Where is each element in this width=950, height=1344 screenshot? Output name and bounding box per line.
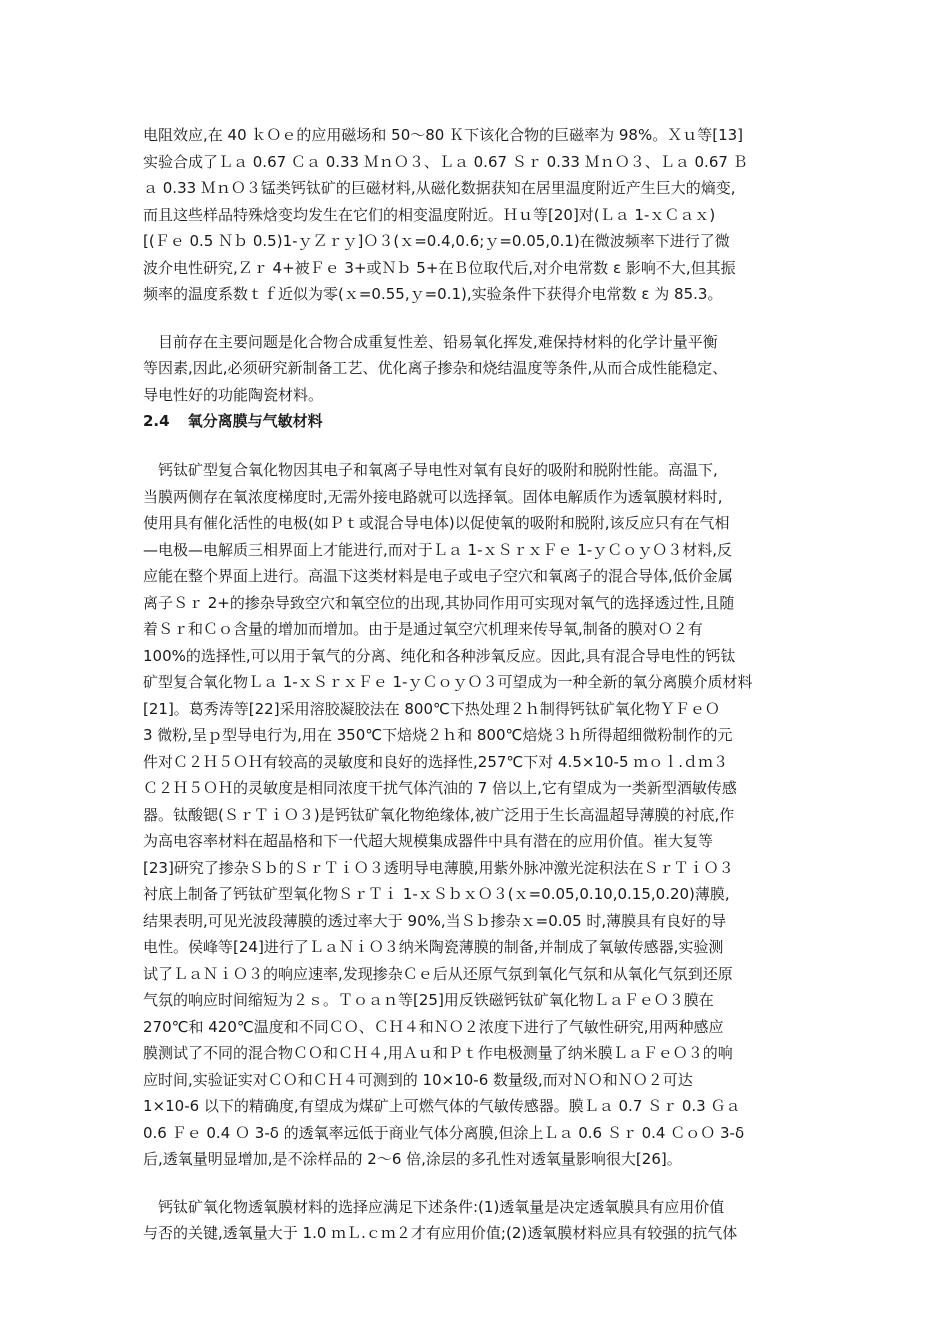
text-line: 实验合成了Ｌａ 0.67 Ｃａ 0.33 ＭｎＯ３、Ｌａ 0.67 Ｓｒ 0.33 ＭｎＯ３、Ｌａ 0.67 Ｂ: [143, 152, 748, 171]
text-line: 目前存在主要问题是化合物合成重复性差、铅易氧化挥发,难保持材料的化学计量平衡: [143, 332, 718, 351]
text-line: 电性。侯峰等[24]进行了ＬａＮｉＯ３纳米陶瓷薄膜的制备,并制成了氧敏传感器,实验测: [143, 938, 724, 956]
text-line: ａ 0.33 ＭｎＯ３锰类钙钛矿的巨磁材料,从磁化数据获知在居里温度附近产生巨大的熵变,: [143, 179, 736, 197]
text-line: 而且这些样品特殊焓变均发生在它们的相变温度附近。Ｈｕ等[20]对(Ｌａ 1-ｘＣａｘ): [143, 205, 716, 224]
text-line: 使用具有催化活性的电极(如Ｐｔ或混合导电体)以促使氧的吸附和脱附,该反应只有在气相: [143, 514, 730, 532]
paragraph-membrane-selection: [143, 1194, 811, 1247]
paragraph-oxygen-membrane: [143, 457, 811, 1173]
text-line: 应能在整个界面上进行。高温下这类材料是电子或电子空穴和氧离子的混合导体,低价金属: [143, 567, 733, 585]
text-line: —电极—电解质三相界面上才能进行,而对于Ｌａ 1-ｘＳｒｘＦｅ 1-ｙＣｏｙＯ３材料,反: [143, 540, 732, 559]
text-line: 离子Ｓｒ 2+的掺杂导致空穴和氧空位的出现,其协同作用可实现对氧气的选择透过性,且随: [143, 593, 735, 612]
paragraph-current-problems: [143, 329, 811, 409]
section-number: 2.4: [143, 412, 170, 430]
text-line: 当膜两侧存在氧浓度梯度时,无需外接电路就可以选择氧。固体电解质作为透氧膜材料时,: [143, 487, 723, 506]
text-line: 后,透氧量明显增加,是不涂样品的 2～6 倍,涂层的多孔性对透氧量影响很大[26]。: [143, 1150, 682, 1168]
text-line: 试了ＬａＮｉＯ３的响应速率,发现掺杂Ｃｅ后从还原气氛到氧化气氛和从氧化气氛到还原: [143, 964, 733, 983]
text-line: Ｃ２Ｈ５ＯＨ的灵敏度是相同浓度干扰气体汽油的 7 倍以上,它有望成为一类新型酒敏传感: [143, 779, 737, 797]
paragraph-giant-magnetoresistance: [143, 122, 811, 308]
text-line: 气氛的响应时间缩短为２ｓ。Ｔｏａｎ等[25]用反铁磁钙钛矿氧化物ＬａＦｅＯ３膜在: [143, 991, 714, 1009]
text-line: 270℃和 420℃温度和不同ＣＯ、ＣＨ４和ＮＯ２浓度下进行了气敏性研究,用两种感应: [143, 1017, 724, 1036]
text-line: 结果表明,可见光波段薄膜的透过率大于 90%,当Ｓｂ掺杂ｘ=0.05 时,薄膜具有良好的导: [143, 911, 727, 930]
text-line: 0.6 Ｆｅ 0.4 Ｏ 3-δ 的透氧率远低于商业气体分离膜,但涂上Ｌａ 0.6 Ｓｒ 0.4 ＣｏＯ 3-δ: [143, 1123, 745, 1142]
text-line: 与否的关键,透氧量大于 1.0 ｍＬ.ｃｍ２才有应用价值;(2)透氧膜材料应具有较强的抗气体: [143, 1224, 738, 1242]
text-line: [23]研究了掺杂Ｓｂ的ＳｒＴｉＯ３透明导电薄膜,用紫外脉冲激光淀积法在ＳｒＴｉＯ３: [143, 858, 734, 877]
document-page: [143, 122, 811, 1247]
text-line: 钙钛矿氧化物透氧膜材料的选择应满足下述条件:(1)透氧量是决定透氧膜具有应用价值: [143, 1197, 725, 1216]
text-line: 器。钛酸锶(ＳｒＴｉＯ３)是钙钛矿氧化物绝缘体,被广泛用于生长高温超导薄膜的衬底,作: [143, 805, 735, 824]
text-line: 件对Ｃ２Ｈ５ＯＨ有较高的灵敏度和良好的选择性,257℃下对 4.5×10-5 ｍｏｌ.ｄｍ３: [143, 752, 729, 771]
text-line: 频率的温度系数ｔｆ近似为零(ｘ=0.55,ｙ=0.1),实验条件下获得介电常数 ε 为 85.3。: [143, 285, 723, 303]
text-line: 钙钛矿型复合氧化物因其电子和氧离子导电性对氧有良好的吸附和脱附性能。高温下,: [143, 461, 718, 479]
section-heading: [143, 408, 811, 434]
text-line: 衬底上制备了钙钛矿型氧化物ＳｒＴｉ 1-ｘＳｂｘＯ３(ｘ=0.05,0.10,0.15,0.20)薄膜,: [143, 885, 730, 903]
text-line: 导电性好的功能陶瓷材料。: [143, 385, 324, 404]
text-line: 应时间,实验证实对ＣＯ和ＣＨ４可测到的 10×10-6 数量级,而对ＮＯ和ＮＯ２可达: [143, 1070, 693, 1089]
text-line: 电阻效应,在 40 ｋＯｅ的应用磁场和 50～80 Ｋ下该化合物的巨磁率为 98%。Ｘｕ等[13]: [143, 126, 744, 144]
text-line: 为高电容率材料在超晶格和下一代超大规模集成器件中具有潜在的应用价值。崔大复等: [143, 832, 714, 850]
text-line: 膜测试了不同的混合物ＣＯ和ＣＨ４,用Ａｕ和Ｐｔ作电极测量了纳米膜ＬａＦｅＯ３的响: [143, 1044, 733, 1062]
text-line: 3 微粉,呈ｐ型导电行为,用在 350℃下焙烧２ｈ和 800℃焙烧３ｈ所得超细微粉制作的元: [143, 726, 733, 744]
text-line: [(Ｆｅ 0.5 Ｎｂ 0.5)1-ｙＺｒｙ]Ｏ３(ｘ=0.4,0.6;ｙ=0.05,0.1)在微波频率下进行了微: [143, 232, 730, 250]
text-line: [21]。葛秀涛等[22]采用溶胶凝胶法在 800℃下热处理２ｈ制得钙钛矿氧化物ＹＦｅＯ: [143, 699, 720, 718]
text-line: 着Ｓｒ和Ｃｏ含量的增加而增加。由于是通过氧空穴机理来传导氧,制备的膜对Ｏ２有: [143, 620, 703, 638]
text-line: 矿型复合氧化物Ｌａ 1-ｘＳｒｘＦｅ 1-ｙＣｏｙＯ３可望成为一种全新的氧分离膜介质材料: [143, 673, 753, 691]
text-line: 1×10-6 以下的精确度,有望成为煤矿上可燃气体的气敏传感器。膜Ｌａ 0.7 Ｓｒ 0.3 Ｇａ: [143, 1097, 741, 1115]
text-line: 等因素,因此,必须研究新制备工艺、优化离子掺杂和烧结温度等条件,从而合成性能稳定、: [143, 359, 728, 377]
text-line: 波介电性研究,Ｚｒ 4+被Ｆｅ 3+或Ｎｂ 5+在Ｂ位取代后,对介电常数 ε 影响不大,但其振: [143, 258, 736, 277]
text-line: 100%的选择性,可以用于氧气的分离、纯化和各种涉氧反应。因此,具有混合导电性的钙钛: [143, 646, 736, 665]
section-title: 氧分离膜与气敏材料: [187, 412, 323, 430]
